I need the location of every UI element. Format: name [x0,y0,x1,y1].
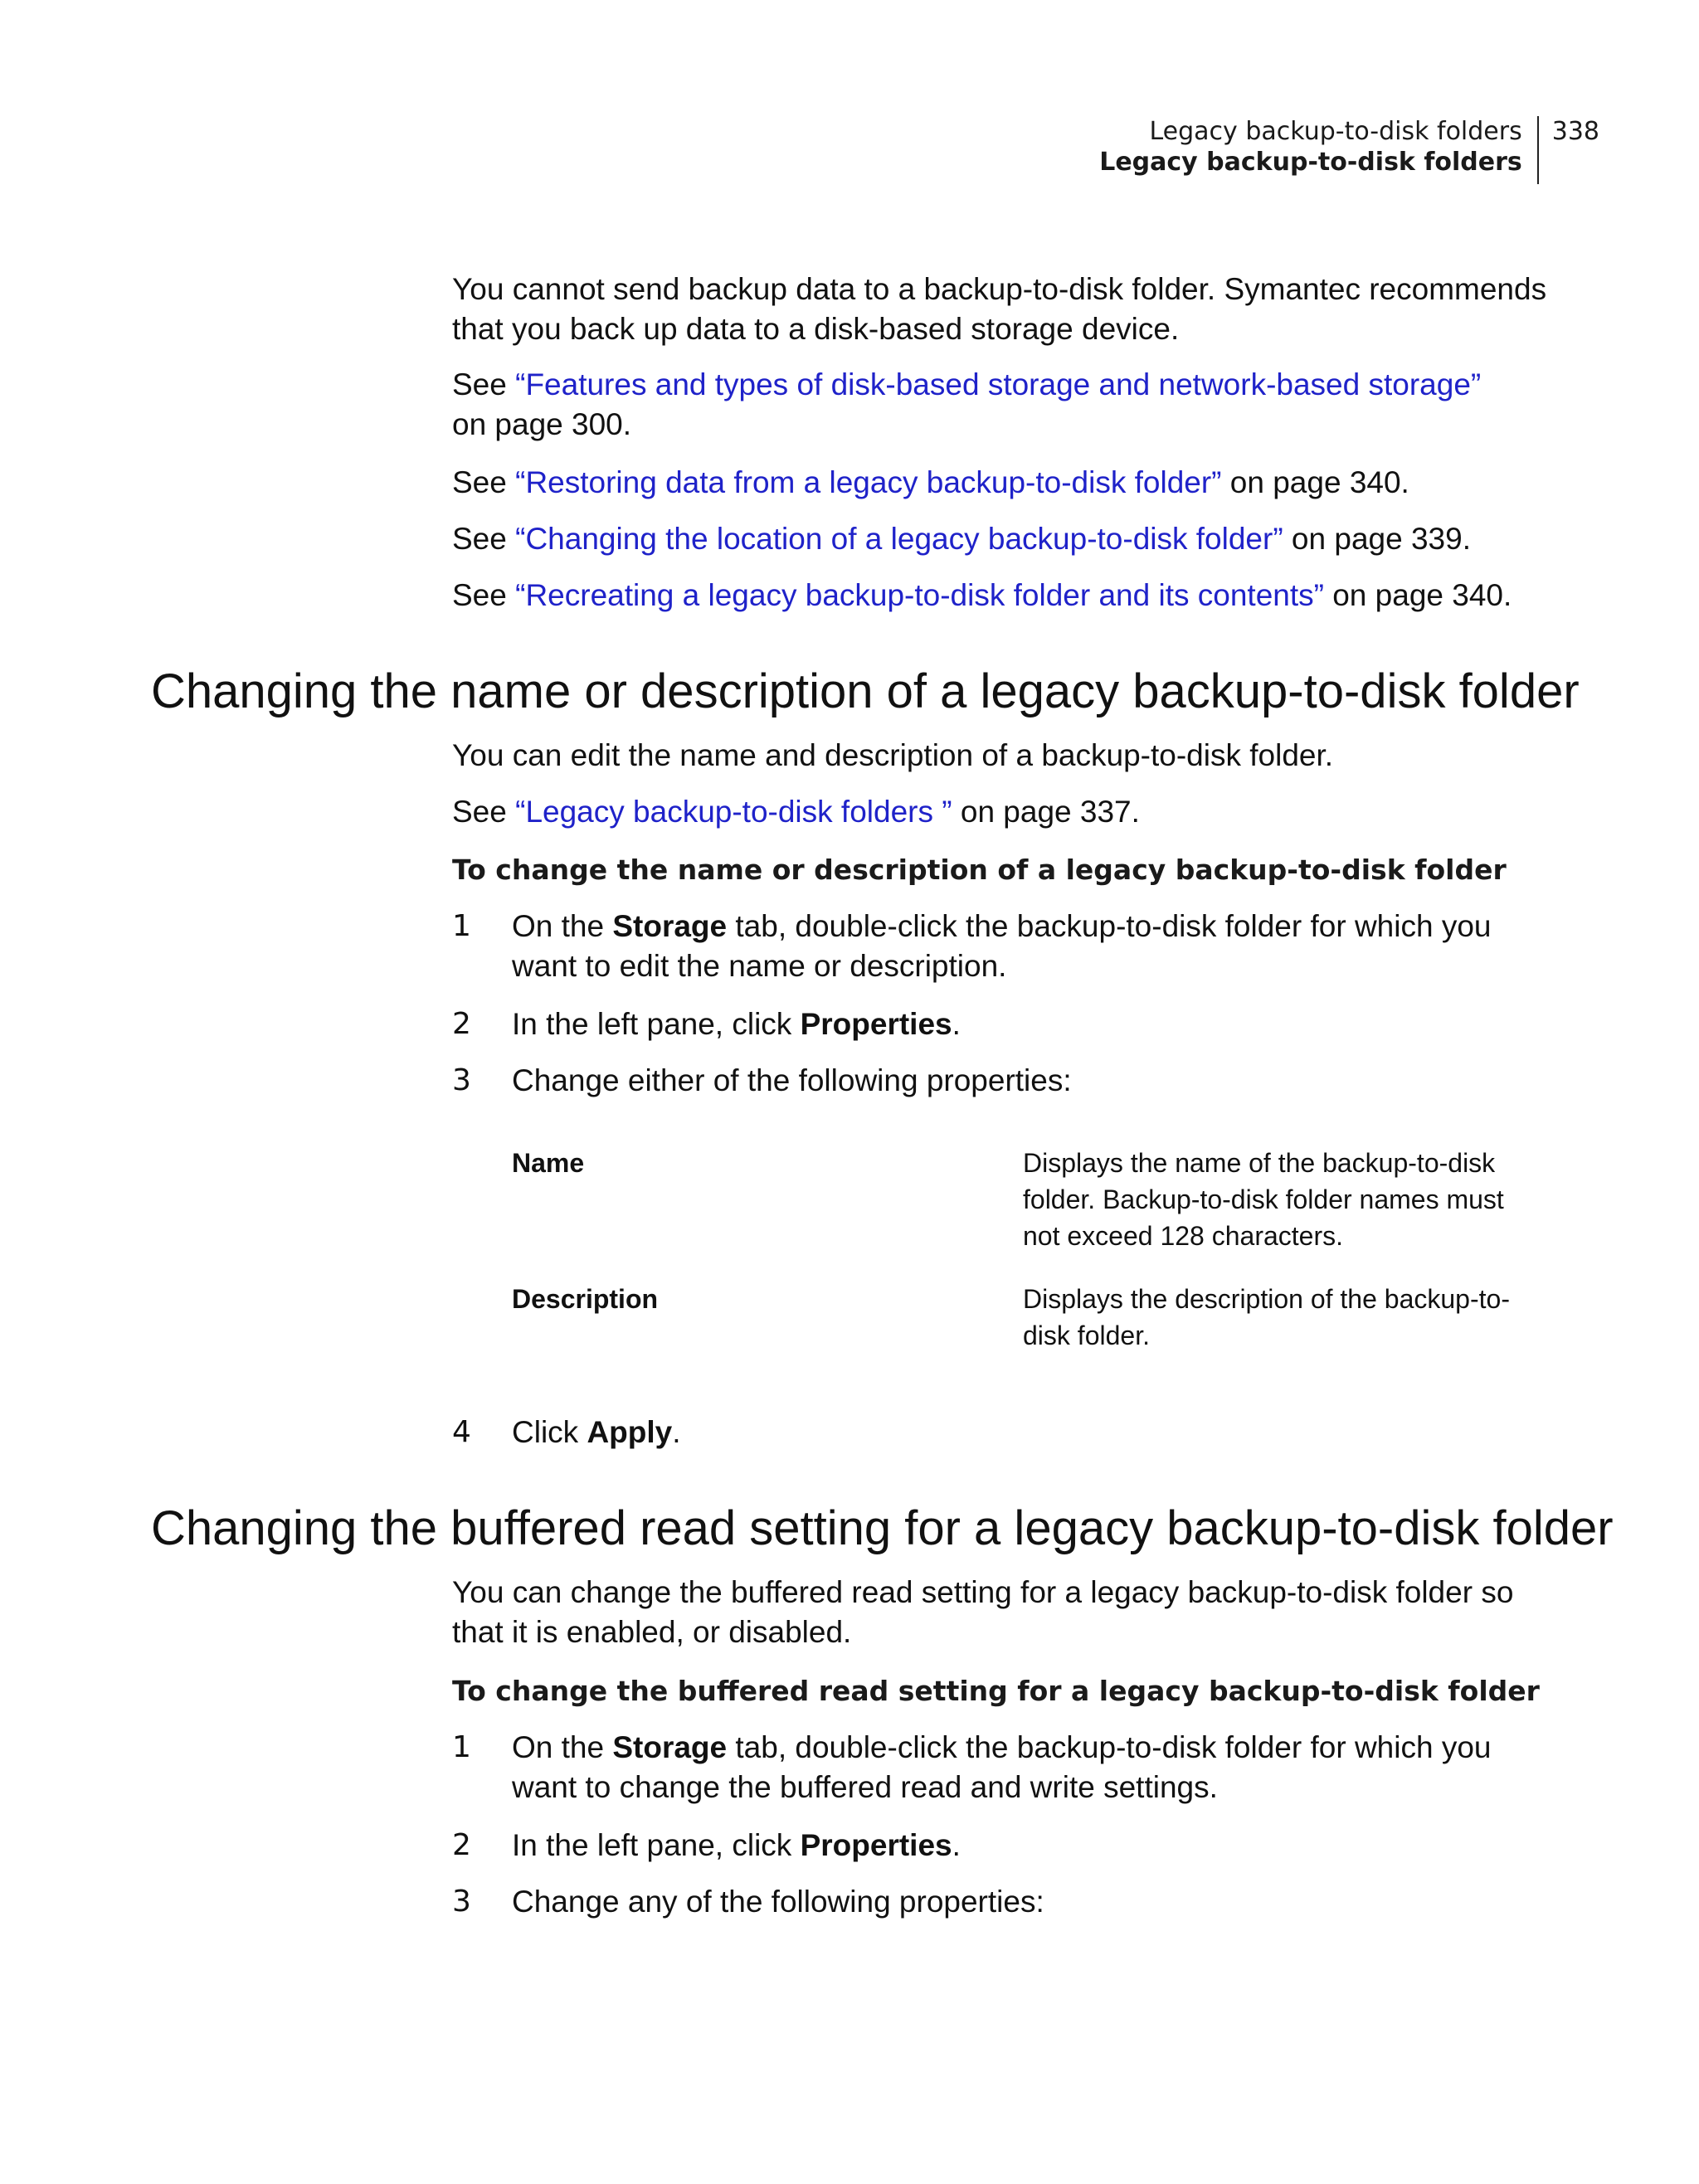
see-also-ref: See “Legacy backup-to-disk folders ” on page 337. [452,795,1140,829]
running-header [1099,116,1599,184]
procedure-step: 2 In the left pane, click Properties. [452,1826,1547,1865]
cross-ref-link[interactable]: “Recreating a legacy backup-to-disk folder and its contents” [515,578,1324,612]
cross-ref-link[interactable]: “Changing the location of a legacy backup-to-disk folder” [515,522,1283,556]
header-titles [1099,116,1537,178]
step-number: 2 [452,1828,471,1862]
step-number: 2 [452,1007,471,1041]
procedure-step: 3 Change either of the following properties: [452,1061,1547,1101]
section-paragraph: You can edit the name and description of a backup-to-disk folder. [452,738,1334,772]
header-subsection: Legacy backup-to-disk folders [1099,148,1522,177]
see-also-ref: See “Features and types of disk-based storage and network-based storage” on page 300. [452,367,1482,441]
section-heading: Changing the buffered read setting for a legacy backup-to-disk folder [151,1501,1614,1555]
see-also-ref: See “Restoring data from a legacy backup-to-disk folder” on page 340. [452,465,1409,499]
step-number: 4 [452,1415,471,1449]
header-section: Legacy backup-to-disk folders [1149,117,1522,146]
property-description: Displays the description of the backup-to-disk folder. [1023,1284,1510,1350]
see-also-ref: See “Changing the location of a legacy backup-to-disk folder” on page 339. [452,522,1471,556]
procedure-title: To change the buffered read setting for a legacy backup-to-disk folder [452,1675,1540,1707]
section-paragraph: You can change the buffered read setting for a legacy backup-to-disk folder so that it is enabled, or disabled. [452,1575,1514,1649]
section-heading: Changing the name or description of a legacy backup-to-disk folder [151,664,1580,718]
cross-ref-link[interactable]: “Legacy backup-to-disk folders ” [515,795,952,829]
procedure-step: 3 Change any of the following properties: [452,1882,1547,1922]
procedure-title: To change the name or description of a legacy backup-to-disk folder [452,854,1507,886]
step-number: 3 [452,1063,471,1097]
property-name: Name [512,1148,585,1178]
procedure-step: 2 In the left pane, click Properties. [452,1004,1547,1044]
property-description: Displays the name of the backup-to-disk folder. Backup-to-disk folder names must not exceed 128 characters. [1023,1148,1504,1251]
procedure-step: 4 Click Apply. [452,1413,1547,1452]
intro-paragraph: You cannot send backup data to a backup-to-disk folder. Symantec recommends that you back up data to a disk-based storage device. [452,272,1547,346]
page-number: 338 [1551,117,1599,146]
procedure-step: 1 On the Storage tab, double-click the backup-to-disk folder for which you want to edit the name or description. [452,907,1547,986]
cross-ref-link[interactable]: “Features and types of disk-based storage and network-based storage” [515,367,1482,401]
step-number: 1 [452,909,471,943]
step-number: 3 [452,1885,471,1919]
cross-ref-link[interactable]: “Restoring data from a legacy backup-to-disk folder” [515,465,1222,499]
property-name: Description [512,1284,659,1314]
procedure-step: 1 On the Storage tab, double-click the backup-to-disk folder for which you want to change the buffered read and write settings. [452,1728,1547,1807]
step-number: 1 [452,1730,471,1764]
see-also-ref: See “Recreating a legacy backup-to-disk folder and its contents” on page 340. [452,578,1512,612]
